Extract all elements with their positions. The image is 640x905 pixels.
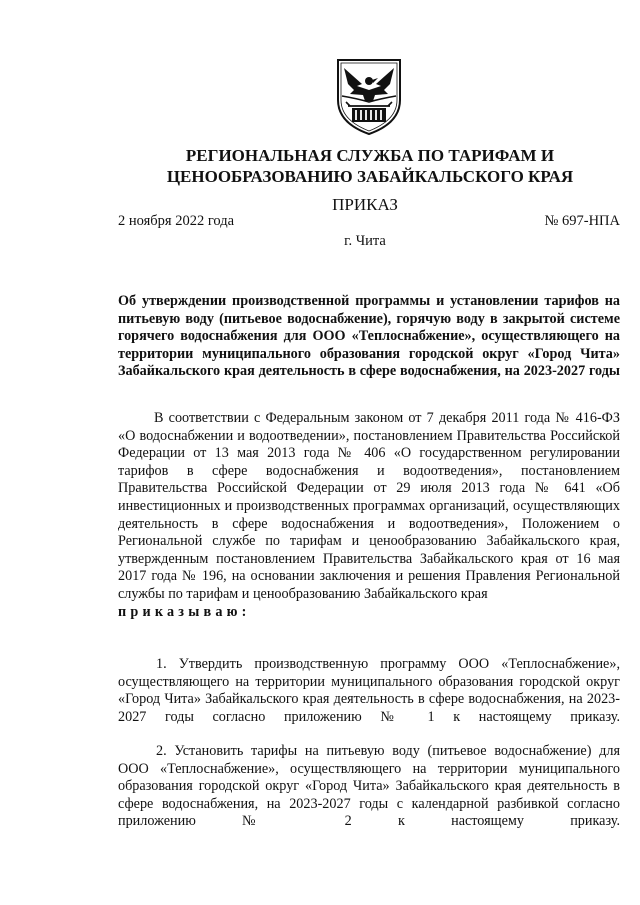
document-city: г. Чита [344,233,386,249]
organization-line-2: ЦЕНООБРАЗОВАНИЮ ЗАБАЙКАЛЬСКОГО КРАЯ [166,167,574,186]
coat-of-arms-emblem [328,54,410,136]
document-date: 2 ноября 2022 года [118,213,235,229]
organization-name [140,145,600,187]
order-point-2-text: 2. Установить тарифы на питьевую воду (питьевое водоснабжение) для ООО «Теплоснабжение», осуществляющего на территории муниципального образования городской округ «Город Чита» Забайкальского края деятельность в сфере водоснабжения, на 2023-2027 годы с календарной разбивкой согласно приложению № 2 к настоящему приказу. [118,743,620,830]
document-type: ПРИКАЗ [332,195,398,214]
order-point-1 [118,656,620,726]
preamble-paragraph [118,410,620,621]
document-title: Об утверждении производственной программы и установлении тарифов на питьевую воду (питьевое водоснабжение), горячую воду в закрытой системе горячего водоснабжения для ООО «Теплоснабжение», осуществляющего на территории муниципального образования городской округ «Город Чита» Забайкальского края деятельность в сфере водоснабжения, на 2023-2027 годы [118,293,620,379]
organization-line-1: РЕГИОНАЛЬНАЯ СЛУЖБА ПО ТАРИФАМ И [185,146,555,165]
order-word: приказываю: [118,603,251,620]
document-number: № 697-НПА [544,213,620,229]
order-point-2 [118,743,620,831]
order-point-1-text: 1. Утвердить производственную программу ООО «Теплоснабжение», осуществляющего на территории муниципального образования городской округ «Город Чита» Забайкальского края деятельность в сфере водоснабжения, на 2023-2027 годы согласно приложению № 1 к настоящему приказу. [118,656,620,725]
preamble-text: В соответствии с Федеральным законом от 7 декабря 2011 года № 416-ФЗ «О водоснабжении и водоотведении», постановлением Правительства Российской Федерации от 13 мая 2013 года № 406 «О государственном регулировании тарифов в сфере водоснабжения и водоотведения», постановлением Правительства Российской Федерации от 29 июля 2013 года № 641 «Об инвестиционных и производственных программах организаций, осуществляющих деятельность в сфере водоснабжения и водоотведения», Положением о Региональной службе по тарифам и ценообразованию Забайкальского края, утвержденным постановлением Правительства Забайкальского края от 16 мая 2017 года № 196, на основании заключения и решения Правления Региональной службы по тарифам и ценообразованию Забайкальского края [118,410,620,602]
